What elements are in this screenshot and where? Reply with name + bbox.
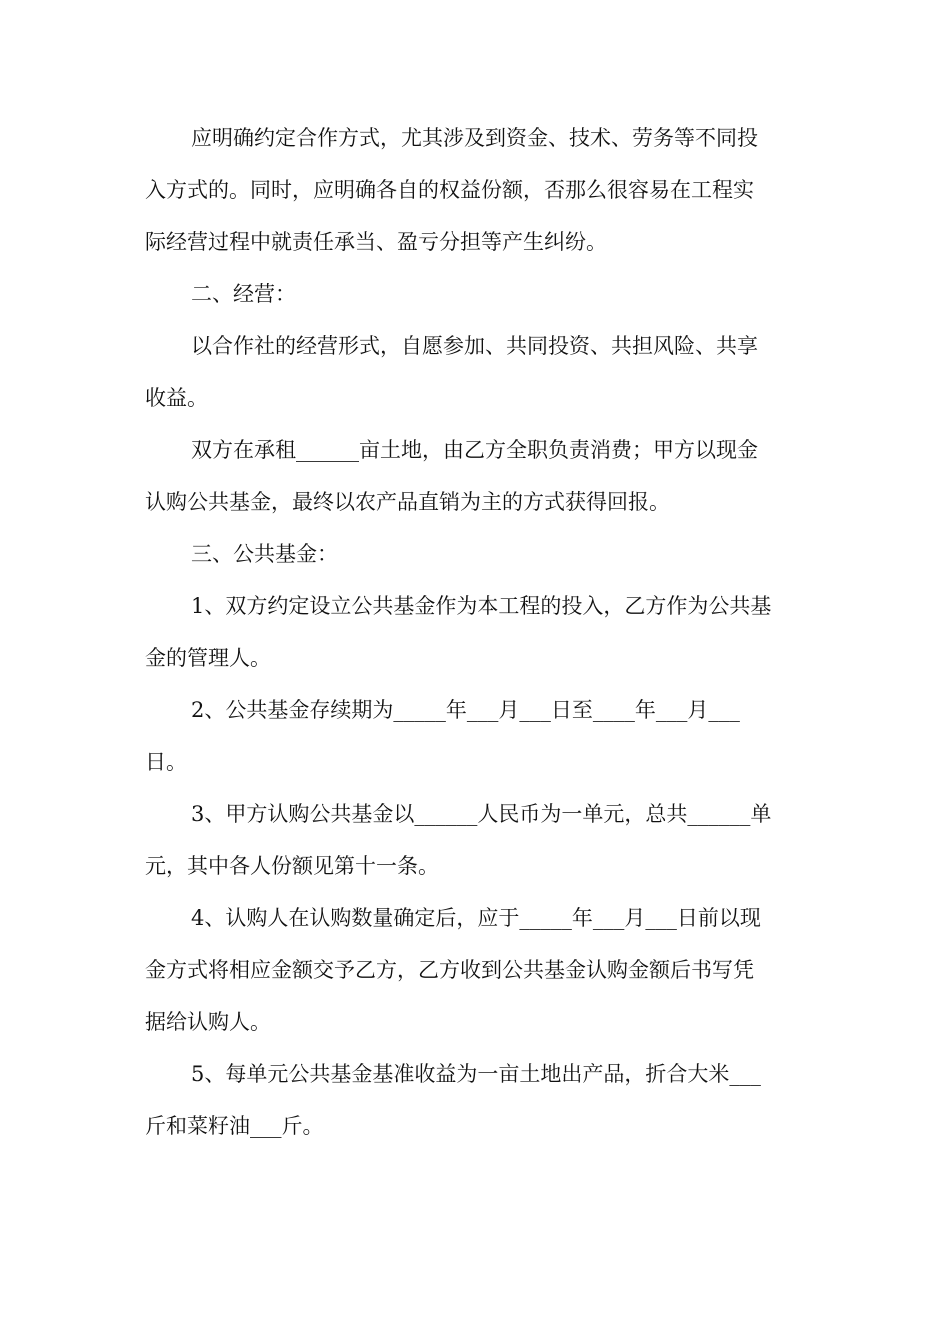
text-line: 斤和菜籽油___斤。 bbox=[145, 1114, 324, 1138]
text-line: 金的管理人。 bbox=[145, 646, 271, 670]
clause-5 bbox=[145, 1048, 805, 1152]
text-line: 认购公共基金，最终以农产品直销为主的方式获得回报。 bbox=[145, 490, 670, 514]
clause-2 bbox=[145, 684, 805, 788]
clause-4 bbox=[145, 892, 805, 1048]
text-line: 1、双方约定设立公共基金作为本工程的投入，乙方作为公共基 bbox=[191, 594, 772, 618]
text-line: 3、甲方认购公共基金以______人民币为一单元，总共______单 bbox=[191, 802, 772, 826]
paragraph-cooperative-form bbox=[145, 320, 805, 424]
text-line: 据给认购人。 bbox=[145, 1010, 271, 1034]
text-line: 5、每单元公共基金基准收益为一亩土地出产品，折合大米___ bbox=[191, 1062, 761, 1086]
text-line: 二、经营： bbox=[191, 282, 296, 306]
paragraph-land-lease bbox=[145, 424, 805, 528]
heading-public-fund bbox=[145, 528, 805, 580]
text-line: 应明确约定合作方式，尤其涉及到资金、技术、劳务等不同投 bbox=[191, 126, 758, 150]
heading-operation bbox=[145, 268, 805, 320]
text-line: 金方式将相应金额交予乙方，乙方收到公共基金认购金额后书写凭 bbox=[145, 958, 754, 982]
text-line: 收益。 bbox=[145, 386, 208, 410]
text-line: 日。 bbox=[145, 750, 187, 774]
text-line: 4、认购人在认购数量确定后，应于_____年___月___日前以现 bbox=[191, 906, 761, 930]
text-line: 以合作社的经营形式，自愿参加、共同投资、共担风险、共享 bbox=[191, 334, 758, 358]
text-line: 双方在承租______亩土地，由乙方全职负责消费；甲方以现金 bbox=[191, 438, 758, 462]
paragraph-cooperation-mode bbox=[145, 112, 805, 268]
text-line: 三、公共基金： bbox=[191, 542, 338, 566]
clause-1 bbox=[145, 580, 805, 684]
text-line: 入方式的。同时，应明确各自的权益份额，否那么很容易在工程实 bbox=[145, 178, 754, 202]
clause-3 bbox=[145, 788, 805, 892]
text-line: 际经营过程中就责任承当、盈亏分担等产生纠纷。 bbox=[145, 230, 607, 254]
text-line: 元，其中各人份额见第十一条。 bbox=[145, 854, 439, 878]
text-line: 2、公共基金存续期为_____年___月___日至____年___月___ bbox=[191, 698, 740, 722]
